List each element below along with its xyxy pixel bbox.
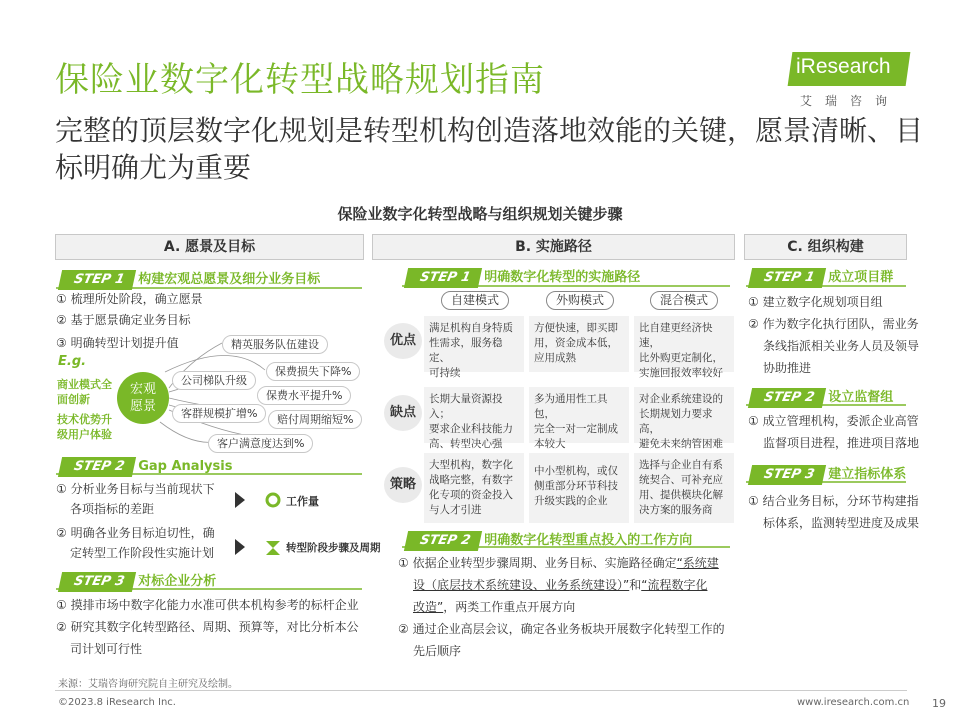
cell-line: 大型机构，数字化 [429, 459, 513, 471]
highlight-text: 设（底层技术系统建设、业务系统建设）” [413, 578, 630, 592]
cell-line: 比自建更经济快速， [639, 322, 713, 349]
note-line: 面创新 [57, 393, 90, 406]
table-cell [424, 316, 524, 379]
table-cell [529, 453, 629, 523]
goal-pill: 客群规模扩增% [172, 404, 266, 423]
page-number: 19 [932, 697, 946, 710]
step-tag: STEP 1 [748, 268, 826, 288]
list-item: 条线指派相关业务人员及领导 [763, 339, 920, 353]
list-item [413, 597, 743, 618]
column-header-c: C. 组织构建 [744, 234, 907, 260]
note-line: 级用户体验 [57, 428, 112, 441]
colC-step3 [750, 463, 906, 483]
cell-line: 选择与企业自有系 [639, 459, 723, 471]
cell-line: 可持续 [429, 367, 461, 379]
note-line: 商业模式全 [57, 378, 112, 391]
table-cell [529, 387, 629, 450]
list-item: 司计划可行性 [70, 642, 143, 656]
cell-line: 化专项的资金投入 [429, 489, 513, 501]
cell-line: 用、提供模块化解 [639, 489, 723, 501]
colC-step2 [750, 386, 893, 406]
colA-step3 [60, 570, 216, 590]
cell-line: 用，资金成本低， [534, 337, 618, 349]
cell-line: 中小型机构，或仅 [534, 465, 618, 477]
list-item: ② 通过企业高层会议，确定各业务板块开展数字化转型工作的 [398, 622, 725, 636]
iresearch-logo [790, 52, 915, 110]
step-title: 设立监督组 [828, 390, 894, 405]
list-item: 标体系，监测转型进度及成果 [763, 516, 920, 530]
list-item: ② 基于愿景确定业务目标 [56, 313, 191, 327]
highlight-text: “流程数字化 [641, 578, 708, 592]
copyright: ©2023.8 iResearch Inc. [58, 697, 176, 708]
row-label-strategy: 策略 [384, 467, 422, 503]
colA-step1 [60, 268, 320, 288]
hourglass-icon [266, 541, 280, 555]
text-span: 和 [629, 578, 642, 592]
cell-line: 性需求，服务稳定、 [429, 337, 503, 364]
footer-divider [55, 690, 907, 691]
step-tag: STEP 2 [748, 388, 826, 408]
list-item: ① 分析业务目标与当前现状下 [56, 482, 215, 496]
list-item: ② 作为数字化执行团队，需业务 [748, 317, 919, 331]
workload-label: 工作量 [286, 495, 319, 508]
cell-line: 与人才引进 [429, 504, 482, 516]
step-tag: STEP 1 [404, 268, 482, 288]
cell-line: 战略完整，有数字 [429, 474, 513, 486]
list-item [413, 575, 743, 596]
list-item: ① 结合业务目标，分环节构建指 [748, 494, 919, 508]
step-title: 对标企业分析 [138, 574, 217, 589]
mode-outsource: 外购模式 [546, 291, 614, 310]
list-item: 监督项目进程，推进项目落地 [763, 436, 920, 450]
cell-line: 对企业系统建设的 [639, 393, 723, 405]
step-title: 成立项目群 [828, 270, 894, 285]
cell-line: 应用成熟 [534, 352, 576, 364]
text-span: ，两类工作重点开展方向 [443, 600, 576, 614]
list-item: ② 研究其数字化转型路径、周期、预算等，对比分析本公 [56, 620, 359, 634]
step-title: 建立指标体系 [828, 467, 907, 482]
cell-line: 满足机构自身特质 [429, 322, 513, 334]
goal-pill: 客户满意度达到% [208, 434, 313, 453]
cell-line: 高、转型决心强 [429, 438, 503, 450]
website-link[interactable]: www.iresearch.com.cn [797, 697, 910, 708]
colB-step2 [406, 529, 692, 549]
column-header-a: A. 愿景及目标 [55, 234, 364, 260]
list-item: 协助推进 [763, 361, 812, 375]
table-cell [424, 387, 524, 450]
mode-hybrid: 混合模式 [650, 291, 718, 310]
cell-line: 要求企业科技能力 [429, 423, 513, 435]
example-label: E.g. [58, 354, 87, 369]
table-cell [529, 316, 629, 372]
list-item: 各项指标的差距 [70, 502, 155, 516]
page-title: 保险业数字化转型战略规划指南 [55, 60, 545, 100]
list-item: ① 建立数字化规划项目组 [748, 295, 883, 309]
cell-line: 侧重部分环节科技 [534, 480, 618, 492]
highlight-text: 改造” [413, 600, 444, 614]
donut-chart-icon [267, 494, 279, 506]
step-tag: STEP 3 [748, 465, 826, 485]
cell-line: 避免未来纳管困难 [639, 438, 723, 450]
colA-step2 [60, 455, 232, 475]
row-label-cons: 缺点 [384, 395, 422, 431]
page-subtitle: 完整的顶层数字化规划是转型机构创造落地效能的关键，愿景清晰、目标明确尤为重要 [55, 114, 924, 184]
vision-line: 宏观 [129, 382, 156, 397]
goal-pill: 赔付周期缩短% [268, 410, 362, 429]
goal-pill: 保费水平提升% [257, 386, 351, 405]
cell-line: 完全一对一定制成 [534, 423, 618, 435]
row-label-pros: 优点 [384, 323, 422, 359]
step-tag: STEP 3 [58, 572, 136, 592]
example-note-2 [57, 412, 112, 442]
text-span: ① 依据企业转型步骤周期、业务目标、实施路径确定 [398, 556, 677, 570]
cell-line: 比外购更定制化， [639, 352, 723, 364]
column-header-b: B. 实施路径 [372, 234, 735, 260]
example-note-1 [57, 377, 112, 407]
source-note: 来源：艾瑞咨询研究院自主研究及绘制。 [58, 679, 238, 690]
list-item [398, 553, 738, 574]
cell-line: 方便快速，即买即 [534, 322, 618, 334]
list-item: ① 成立管理机构，委派企业高管 [748, 414, 919, 428]
table-cell [634, 387, 734, 450]
step-tag: STEP 2 [404, 531, 482, 551]
step-tag: STEP 2 [58, 457, 136, 477]
table-cell [424, 453, 524, 523]
mode-self-build: 自建模式 [441, 291, 509, 310]
list-item: 定转型工作阶段性实施计划 [70, 546, 215, 560]
note-line: 技术优势升 [57, 413, 112, 426]
logo-text: iResearch [796, 55, 891, 78]
step-tag: STEP 1 [58, 270, 136, 290]
highlight-text: “系统建 [676, 556, 719, 570]
goal-pill: 保费损失下降% [266, 362, 360, 381]
list-item: ① 梳理所处阶段，确立愿景 [56, 292, 203, 306]
step-title: 构建宏观总愿景及细分业务目标 [138, 272, 321, 287]
cell-line: 统契合、可补充应 [639, 474, 723, 486]
cell-line: 升级实践的企业 [534, 495, 608, 507]
step-title: 明确数字化转型的实施路径 [484, 270, 641, 285]
cell-line: 长期大量资源投入； [429, 393, 503, 420]
cell-line: 决方案的服务商 [639, 504, 713, 516]
cell-line: 多为通用性工具包， [534, 393, 608, 420]
colB-step1 [406, 266, 640, 286]
goal-pill: 公司梯队升级 [172, 371, 256, 390]
vision-line: 愿景 [129, 399, 156, 414]
vision-circle [117, 372, 169, 424]
logo-cn-text: 艾瑞咨询 [800, 94, 901, 108]
list-item: ② 明确各业务目标迫切性，确 [56, 526, 215, 540]
diagram-title: 保险业数字化转型战略与组织规划关键步骤 [337, 205, 623, 223]
step-title: Gap Analysis [138, 459, 233, 474]
phase-label: 转型阶段步骤及周期 [286, 542, 381, 554]
cell-line: 实施回报效率较好 [639, 367, 723, 379]
cell-line: 长期规划力要求高， [639, 408, 713, 435]
cell-line: 本较大 [534, 438, 566, 450]
list-item: ③ 明确转型计划提升值 [56, 336, 179, 350]
table-cell [634, 316, 734, 379]
list-item: ① 摸排市场中数字化能力水准可供本机构参考的标杆企业 [56, 598, 359, 612]
colC-step1 [750, 266, 893, 286]
goal-pill: 精英服务队伍建设 [222, 335, 328, 354]
step-title: 明确数字化转型重点投入的工作方向 [484, 533, 693, 548]
list-item: 先后顺序 [413, 644, 462, 658]
table-cell [634, 453, 734, 523]
